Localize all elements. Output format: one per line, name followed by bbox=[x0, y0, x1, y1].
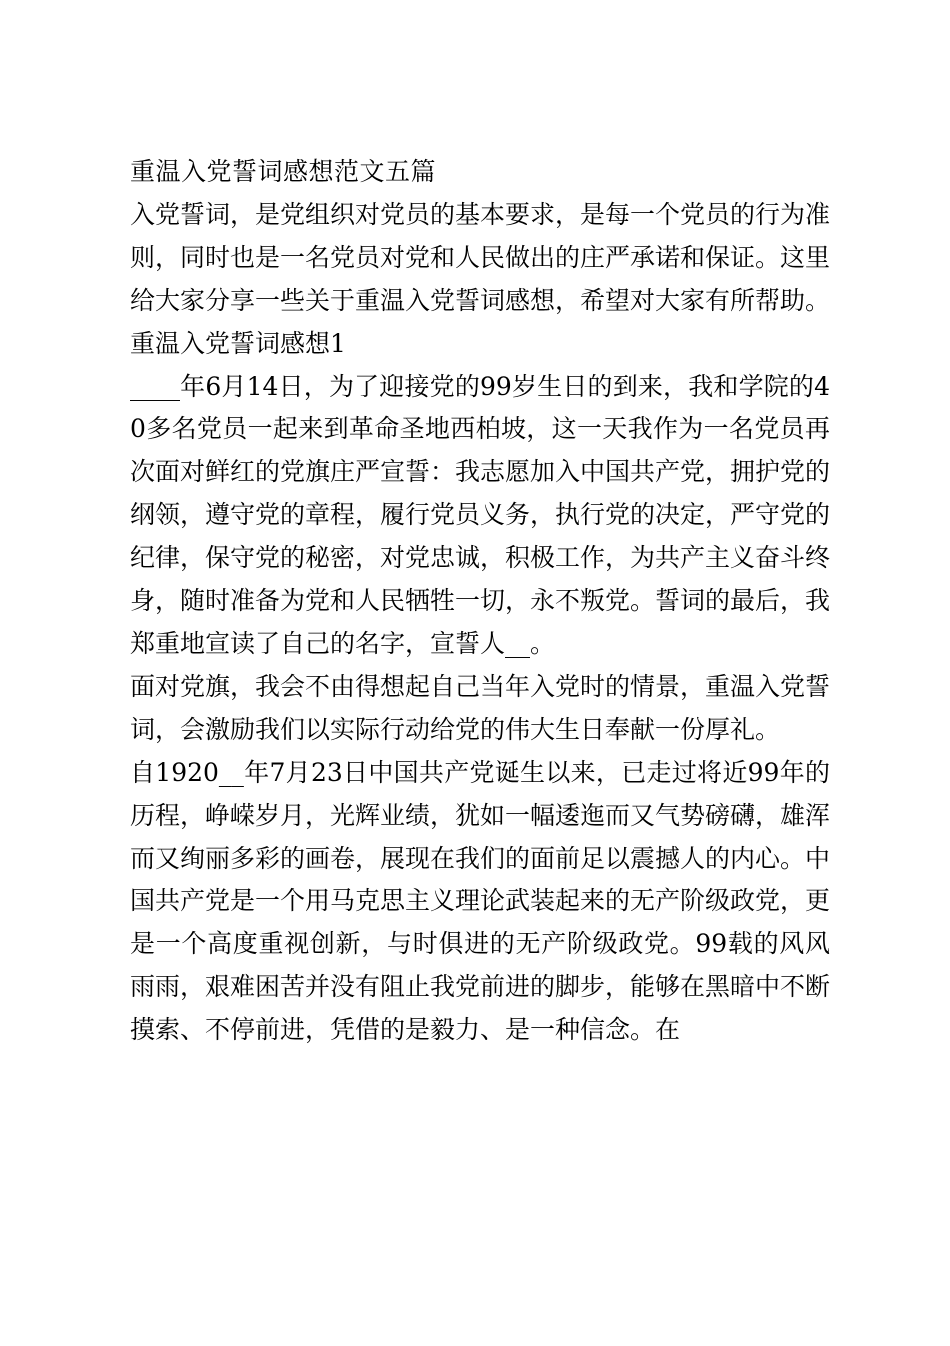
document-body bbox=[130, 151, 830, 1052]
body-paragraph-oath: ____年6月14日，为了迎接党的99岁生日的到来，我和学院的40多名党员一起来到革命圣地西柏坡，这一天我作为一名党员再次面对鲜红的党旗庄严宣誓：我志愿加入中国共产党，拥护党的纲领，遵守党的章程，履行党员义务，执行党的决定，严守党的纪律，保守党的秘密，对党忠诚，积极工作，为共产主义奋斗终身，随时准备为党和人民牺牲一切，永不叛党。誓词的最后，我郑重地宣读了自己的名字，宣誓人__。 bbox=[130, 371, 831, 658]
body-paragraph-flag: 面对党旗，我会不由得想起自己当年入党时的情景，重温入党誓词，会激励我们以实际行动给党的伟大生日奉献一份厚礼。 bbox=[130, 671, 831, 744]
document-title: 重温入党誓词感想范文五篇 bbox=[130, 157, 437, 186]
section-heading-1: 重温入党誓词感想1 bbox=[130, 328, 346, 358]
intro-paragraph: 入党誓词，是党组织对党员的基本要求，是每一个党员的行为准则，同时也是一名党员对党和人民做出的庄严承诺和保证。这里给大家分享一些关于重温入党誓词感想，希望对大家有所帮助。 bbox=[130, 199, 831, 315]
body-paragraph-history: 自1920__年7月23日中国共产党诞生以来，已走过将近99年的历程，峥嵘岁月，光辉业绩，犹如一幅逶迤而又气势磅礴，雄浑而又绚丽多彩的画卷，展现在我们的面前足以震撼人的内心。中国共产党是一个用马克思主义理论武装起来的无产阶级政党，更是一个高度重视创新，与时俱进的无产阶级政党。99载的风风雨雨，艰难困苦并没有阻止我党前进的脚步，能够在黑暗中不断摸索、不停前进，凭借的是毅力、是一种信念。在 bbox=[130, 757, 831, 1045]
